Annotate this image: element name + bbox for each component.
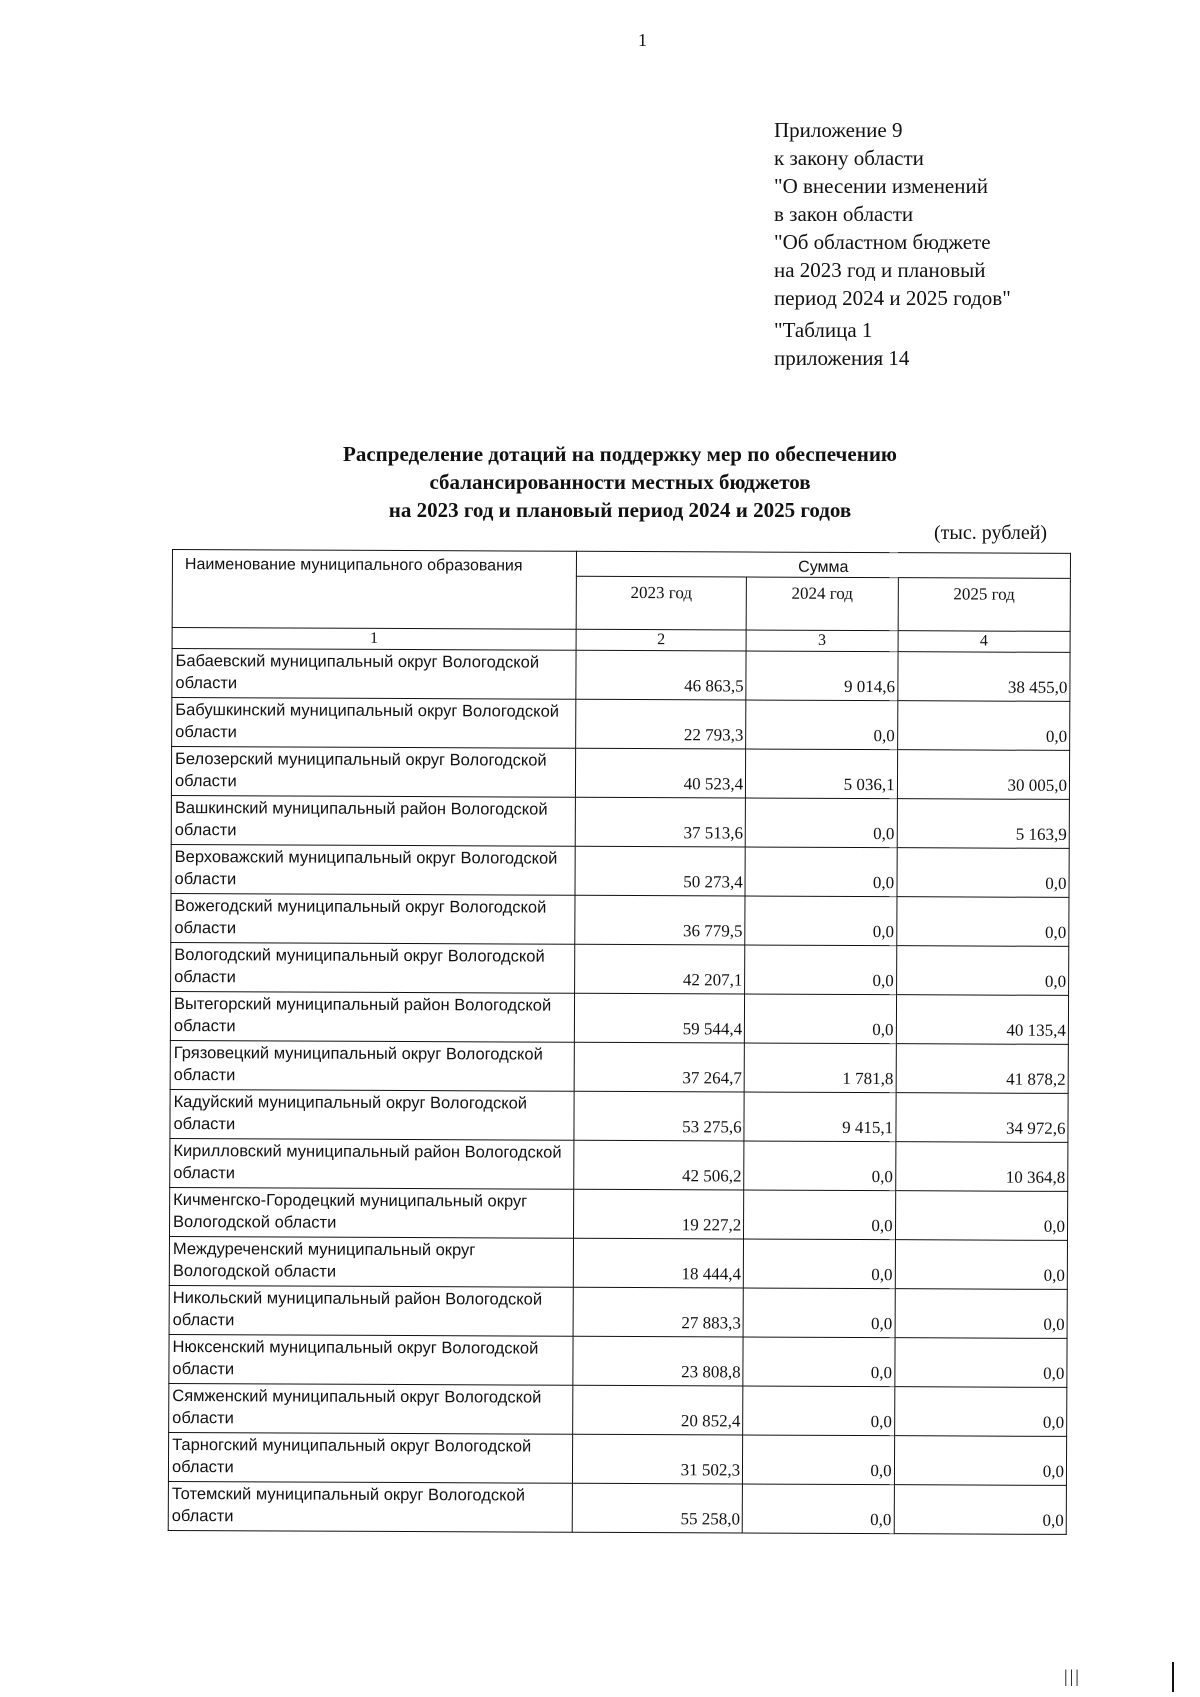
subsidy-table (168, 549, 1071, 1535)
value-2025: 10 364,8 (895, 1142, 1068, 1192)
header-name: Наименование муниципального образования (172, 550, 576, 630)
appendix-line: в закон области (774, 202, 914, 226)
value-2025: 0,0 (894, 1485, 1067, 1535)
header-year-2024: 2024 год (746, 577, 898, 631)
table-row (169, 1285, 1067, 1338)
value-2024: 0,0 (743, 1288, 895, 1338)
value-2024: 9 415,1 (744, 1092, 896, 1142)
table-row (171, 893, 1069, 946)
value-2024: 0,0 (743, 1239, 895, 1289)
value-2023: 20 852,4 (572, 1385, 743, 1435)
table-ref-line: "Таблица 1 (774, 318, 873, 342)
value-2023: 40 523,4 (575, 748, 746, 798)
appendix-line: Приложение 9 (774, 118, 903, 142)
municipality-name: Кичменгско-Городецкий муниципальный округ Вологодской области (170, 1187, 574, 1238)
municipality-name: Белозерский муниципальный округ Вологодской области (171, 747, 575, 798)
table-ref-line: приложения 14 (774, 346, 910, 370)
column-number: 2 (576, 629, 747, 651)
value-2024: 0,0 (743, 1435, 895, 1485)
municipality-name: Нюксенский муниципальный округ Вологодской области (169, 1334, 573, 1385)
value-2024: 0,0 (744, 1141, 896, 1191)
table-row (168, 1432, 1066, 1485)
value-2023: 42 207,1 (574, 944, 745, 994)
municipality-name: Вологодский муниципальный округ Вологодской области (171, 942, 575, 993)
title-line: на 2023 год и плановый период 2024 и 2025 годов (388, 498, 852, 522)
value-2024: 5 036,1 (746, 749, 898, 799)
header-year-2025: 2025 год (898, 578, 1071, 632)
municipality-name: Тарногский муниципальный округ Вологодской области (168, 1432, 572, 1483)
value-2024: 0,0 (745, 798, 897, 848)
value-2023: 37 264,7 (574, 1042, 745, 1092)
page-number: 1 (638, 30, 647, 50)
table-reference (774, 316, 909, 372)
value-2025: 0,0 (896, 897, 1069, 947)
value-2025: 0,0 (894, 1436, 1067, 1486)
table-row (171, 747, 1069, 800)
column-number: 4 (898, 631, 1070, 653)
table-row (170, 1187, 1068, 1240)
value-2023: 18 444,4 (573, 1238, 744, 1288)
value-2025: 0,0 (897, 701, 1070, 751)
municipality-name: Тотемский муниципальный округ Вологодской области (168, 1481, 572, 1532)
municipality-name: Никольский муниципальный район Вологодской области (169, 1285, 573, 1336)
appendix-line: к закону области (774, 146, 924, 170)
table-row (169, 1236, 1067, 1289)
value-2024: 0,0 (743, 1337, 895, 1387)
title-line: Распределение дотаций на поддержку мер по обеспечению (343, 442, 897, 466)
value-2024: 0,0 (744, 1190, 896, 1240)
value-2023: 19 227,2 (573, 1189, 744, 1239)
municipality-name: Бабушкинский муниципальный округ Вологодской области (172, 698, 576, 749)
column-number: 3 (746, 630, 898, 652)
value-2024: 0,0 (745, 945, 897, 995)
value-2025: 0,0 (894, 1338, 1067, 1388)
municipality-name: Грязовецкий муниципальный округ Вологодской области (170, 1040, 574, 1091)
value-2024: 0,0 (746, 700, 898, 750)
municipality-name: Междуреченский муниципальный округ Вологодской области (169, 1236, 573, 1287)
value-2025: 0,0 (895, 1240, 1068, 1290)
value-2025: 40 135,4 (896, 995, 1069, 1045)
value-2024: 0,0 (745, 994, 897, 1044)
table-row (172, 649, 1070, 702)
municipality-name: Вашкинский муниципальный район Вологодской области (171, 795, 575, 846)
value-2023: 27 883,3 (573, 1287, 744, 1337)
value-2025: 0,0 (895, 1191, 1068, 1241)
table-header-row (172, 550, 1070, 579)
table-row (169, 1334, 1067, 1387)
value-2023: 36 779,5 (575, 895, 746, 945)
value-2023: 22 793,3 (575, 699, 746, 749)
value-2025: 0,0 (894, 1387, 1067, 1437)
table-row (168, 1481, 1066, 1534)
value-2025: 0,0 (896, 946, 1069, 996)
appendix-line: на 2023 год и плановый (774, 258, 986, 282)
footer-marks: ||| (1064, 1666, 1081, 1686)
value-2023: 53 275,6 (574, 1091, 745, 1141)
value-2025: 5 163,9 (897, 799, 1070, 849)
document-title (200, 440, 1040, 524)
value-2023: 59 544,4 (574, 993, 745, 1043)
value-2025: 30 005,0 (897, 750, 1070, 800)
appendix-reference (774, 116, 1011, 312)
table-row (170, 991, 1068, 1044)
units-label: (тыс. рублей) (934, 522, 1048, 544)
municipality-name: Вожегодский муниципальный округ Вологодской области (171, 893, 575, 944)
value-2024: 0,0 (745, 847, 897, 897)
title-line: сбалансированности местных бюджетов (429, 470, 811, 494)
table-body (168, 649, 1070, 1535)
footer-bar (1172, 1662, 1174, 1692)
table-row (172, 698, 1070, 751)
value-2024: 0,0 (743, 1386, 895, 1436)
header-sum: Сумма (576, 551, 1070, 578)
column-number: 1 (172, 628, 576, 651)
value-2025: 34 972,6 (896, 1093, 1069, 1143)
value-2023: 46 863,5 (576, 650, 747, 700)
value-2023: 37 513,6 (575, 797, 746, 847)
municipality-name: Кирилловский муниципальный район Вологодской области (170, 1138, 574, 1189)
table-row (171, 795, 1069, 848)
table-row (170, 1138, 1068, 1191)
appendix-line: "О внесении изменений (774, 174, 988, 198)
value-2024: 0,0 (745, 896, 897, 946)
value-2025: 41 878,2 (896, 1044, 1069, 1094)
municipality-name: Верховажский муниципальный округ Вологодской области (171, 844, 575, 895)
value-2023: 31 502,3 (572, 1434, 743, 1484)
value-2023: 23 808,8 (573, 1336, 744, 1386)
value-2023: 42 506,2 (573, 1140, 744, 1190)
value-2025: 38 455,0 (897, 652, 1070, 702)
value-2024: 0,0 (742, 1484, 894, 1534)
value-2024: 1 781,8 (744, 1043, 896, 1093)
appendix-line: период 2024 и 2025 годов" (774, 286, 1011, 310)
appendix-line: "Об областном бюджете (774, 230, 991, 254)
municipality-name: Бабаевский муниципальный округ Вологодской области (172, 649, 576, 700)
value-2025: 0,0 (895, 1289, 1068, 1339)
municipality-name: Кадуйский муниципальный округ Вологодской области (170, 1089, 574, 1140)
municipality-name: Вытегорский муниципальный район Вологодской области (170, 991, 574, 1042)
table-row (171, 844, 1069, 897)
table-row (169, 1383, 1067, 1436)
header-year-2023: 2023 год (576, 576, 747, 630)
value-2023: 55 258,0 (572, 1483, 743, 1533)
value-2025: 0,0 (897, 848, 1070, 898)
table-row (170, 1089, 1068, 1142)
municipality-name: Сямженский муниципальный округ Вологодской области (169, 1383, 573, 1434)
value-2024: 9 014,6 (746, 651, 898, 701)
table-row (171, 942, 1069, 995)
value-2023: 50 273,4 (575, 846, 746, 896)
table-row (170, 1040, 1068, 1093)
